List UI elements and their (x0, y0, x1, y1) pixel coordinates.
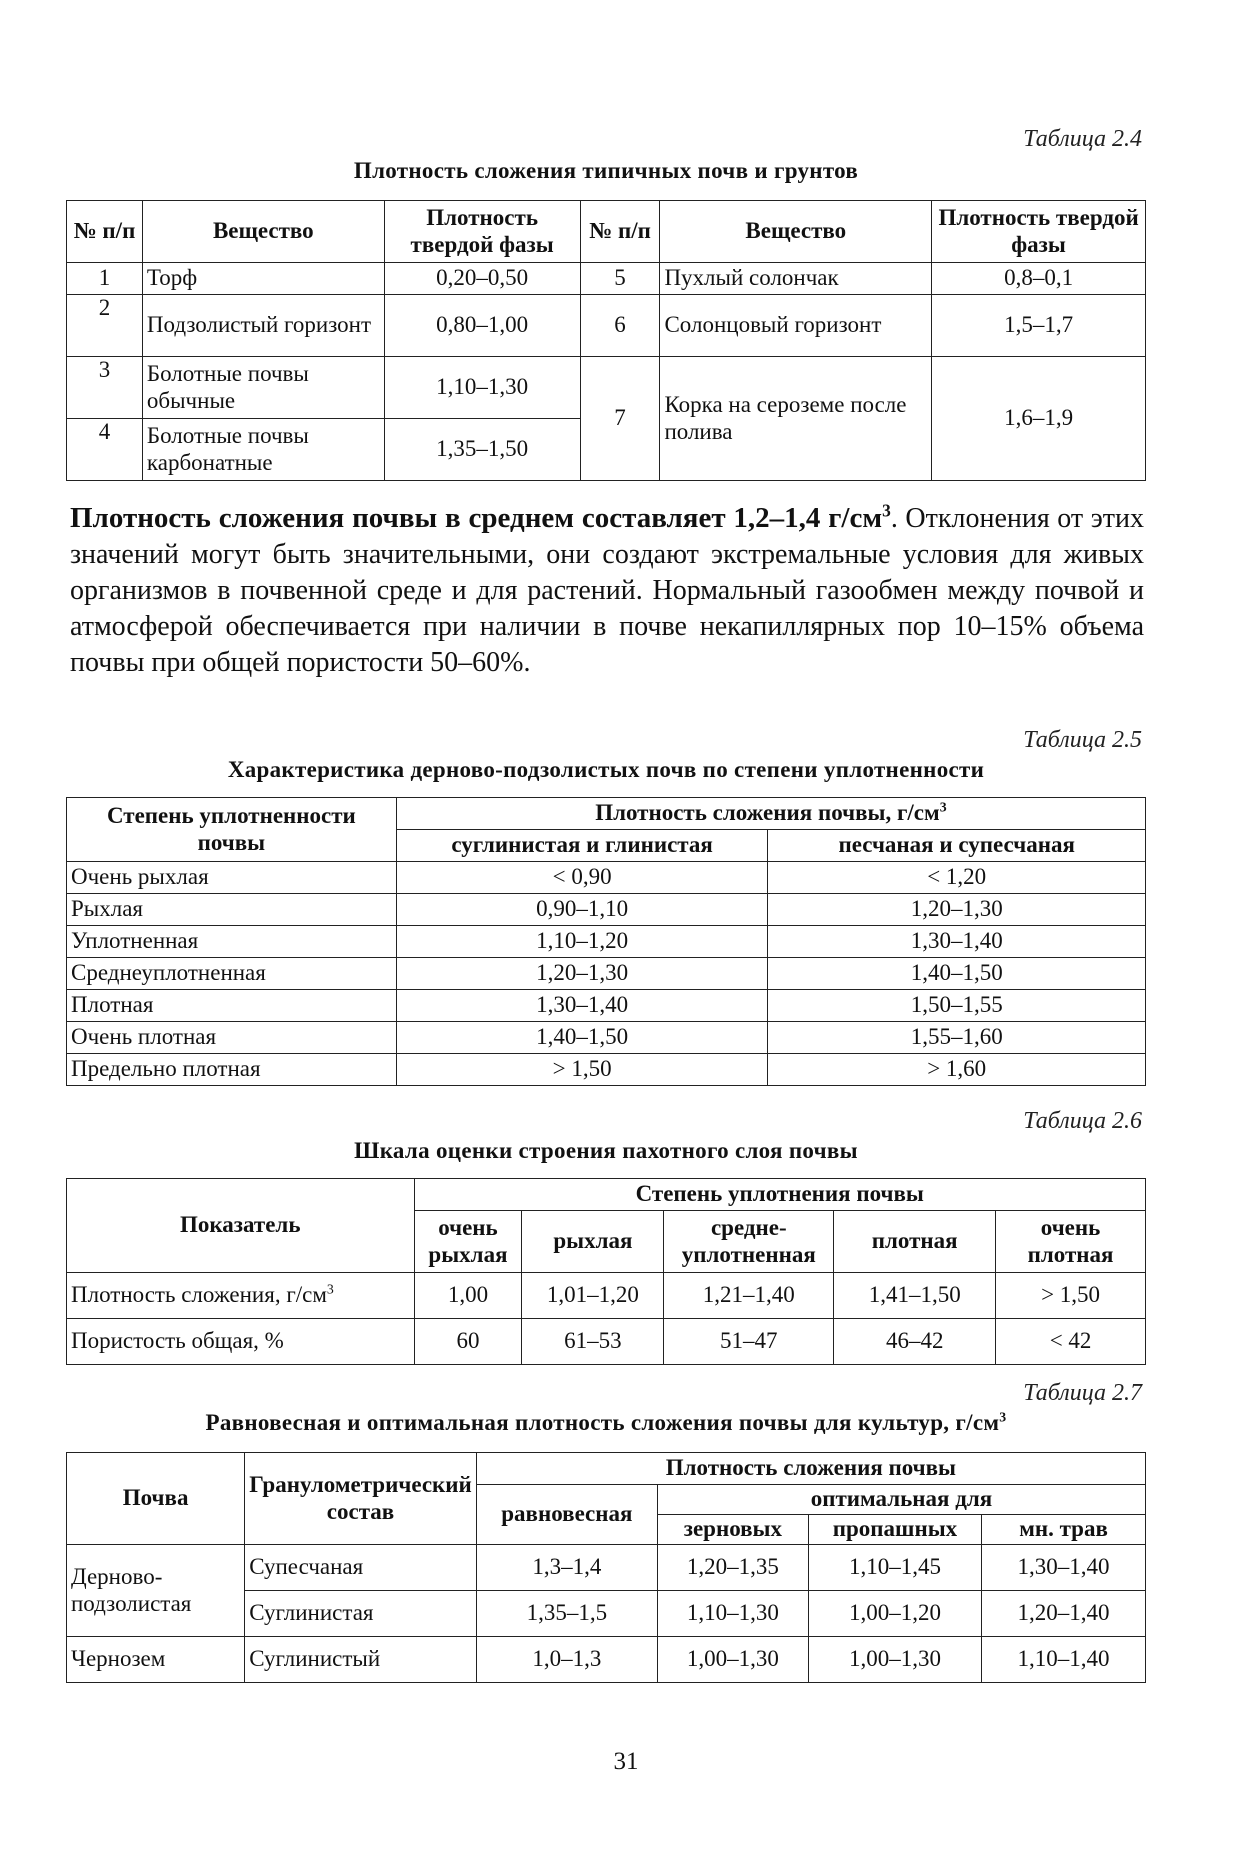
row-name: Болотные почвы карбонатные (142, 419, 384, 481)
row-sand: 1,20–1,30 (768, 894, 1146, 926)
cell: 1,30–1,40 (982, 1545, 1146, 1591)
table-row (67, 263, 1146, 295)
header-granulo: Гранулометрический состав (245, 1453, 477, 1545)
row-granulo: Суглинистый (245, 1637, 477, 1683)
cell: < 42 (996, 1319, 1146, 1365)
col-very-loose: очень рыхлая (414, 1211, 522, 1273)
col-medium: средне-уплотненная (664, 1211, 834, 1273)
row-loam: 1,30–1,40 (396, 990, 768, 1022)
row-sand: < 1,20 (768, 862, 1146, 894)
cell: 51–47 (664, 1319, 834, 1365)
table-row (67, 1054, 1146, 1086)
table-row (67, 1637, 1146, 1683)
header-density: Плотность сложения почвы (476, 1453, 1145, 1485)
row-name: Солонцовый горизонт (660, 295, 932, 357)
table-row (67, 862, 1146, 894)
row-value: 0,20–0,50 (384, 263, 580, 295)
header-soil: Почва (67, 1453, 245, 1545)
header-density: Плотность сложения почвы, $г/см^3$ (396, 798, 1145, 830)
row-name: Подзолистый горизонт (142, 295, 384, 357)
row-sand: 1,30–1,40 (768, 926, 1146, 958)
col-loose: рыхлая (522, 1211, 664, 1273)
cell: 1,10–1,40 (982, 1637, 1146, 1683)
table-2-7-label: Таблица 2.7 (1023, 1380, 1142, 1406)
row-value: 0,8–0,1 (932, 263, 1146, 295)
row-value: 1,35–1,50 (384, 419, 580, 481)
cell: 1,35–1,5 (476, 1591, 657, 1637)
table-row (67, 926, 1146, 958)
header-density: Плотность твердой фазы (932, 201, 1146, 263)
cell: 46–42 (834, 1319, 996, 1365)
table-2-4-label: Таблица 2.4 (1023, 126, 1142, 152)
cell: 1,10–1,30 (657, 1591, 808, 1637)
row-degree: Плотная (67, 990, 397, 1022)
table-2-5-title: Характеристика дерново-подзолистых почв по степени уплотненности (227, 757, 985, 782)
cell: 1,00 (414, 1273, 522, 1319)
col-dense: плотная (834, 1211, 996, 1273)
table-2-5-label: Таблица 2.5 (1023, 727, 1142, 753)
cell: > 1,50 (996, 1273, 1146, 1319)
row-soil: Чернозем (67, 1637, 245, 1683)
header-grain: зерновых (657, 1515, 808, 1545)
row-sand: 1,55–1,60 (768, 1022, 1146, 1054)
table-2-4-title: Плотность сложения типичных почв и грунтов (353, 158, 859, 183)
table-row (67, 1319, 1146, 1365)
row-num: 5 (580, 263, 660, 295)
row-loam: 1,10–1,20 (396, 926, 768, 958)
table-row (67, 1545, 1146, 1591)
row-num: 1 (67, 263, 143, 295)
row-degree: Среднеуплотненная (67, 958, 397, 990)
row-loam: < 0,90 (396, 862, 768, 894)
row-soil: Дерново-подзолистая (67, 1545, 245, 1637)
row-name: Торф (142, 263, 384, 295)
cell: 1,00–1,30 (808, 1637, 981, 1683)
header-substance: Вещество (660, 201, 932, 263)
cell: 61–53 (522, 1319, 664, 1365)
row-label: Пористость общая, % (67, 1319, 415, 1365)
header-optimal: оптимальная для (657, 1485, 1145, 1515)
header-equilibrium: равновесная (476, 1485, 657, 1545)
table-2-6 (66, 1178, 1146, 1365)
body-paragraph (70, 500, 1144, 681)
table-2-5 (66, 797, 1146, 1086)
table-row (67, 357, 1146, 419)
table-row (67, 958, 1146, 990)
row-loam: > 1,50 (396, 1054, 768, 1086)
header-row-crops: пропашных (808, 1515, 981, 1545)
table-2-6-title: Шкала оценки строения пахотного слоя почвы (354, 1138, 858, 1163)
row-loam: 1,20–1,30 (396, 958, 768, 990)
header-num: № п/п (580, 201, 660, 263)
header-num: № п/п (67, 201, 143, 263)
row-value: 1,5–1,7 (932, 295, 1146, 357)
cell: 1,10–1,45 (808, 1545, 981, 1591)
row-num: 2 (67, 295, 143, 357)
row-degree: Очень плотная (67, 1022, 397, 1054)
table-row (67, 1022, 1146, 1054)
header-degree: Степень уплотнения почвы (414, 1179, 1146, 1211)
header-density: Плотность твердой фазы (384, 201, 580, 263)
row-degree: Очень рыхлая (67, 862, 397, 894)
row-name: Болотные почвы обычные (142, 357, 384, 419)
row-sand: > 1,60 (768, 1054, 1146, 1086)
table-2-7 (66, 1452, 1146, 1683)
header-substance: Вещество (142, 201, 384, 263)
header-sand: песчаная и супесчаная (768, 830, 1146, 862)
cell: 1,41–1,50 (834, 1273, 996, 1319)
table-row (67, 1273, 1146, 1319)
row-num: 7 (580, 357, 660, 481)
paragraph-bold: Плотность сложения почвы в среднем составляет 1,2–1,4 $г/см^3$ (70, 500, 891, 534)
table-row (67, 990, 1146, 1022)
cell: 1,0–1,3 (476, 1637, 657, 1683)
row-name: Корка на сероземе после полива (660, 357, 932, 481)
row-granulo: Супесчаная (245, 1545, 477, 1591)
table-row (67, 894, 1146, 926)
row-num: 4 (67, 419, 143, 481)
paragraph-text: . Отклонения от этих значений могут быть значительными, они создают экстремальные условия для живых организмов в почвенной среде и для растений. Нормальный газообмен между почвой и атмосферой обеспечивается при наличии в почве некапиллярных пор 10–15% объема почвы при общей пористости 50–60%. (70, 503, 1145, 678)
row-num: 6 (580, 295, 660, 357)
page-number: 31 (613, 1748, 639, 1775)
cell: 1,3–1,4 (476, 1545, 657, 1591)
cell: 1,01–1,20 (522, 1273, 664, 1319)
row-value: 1,10–1,30 (384, 357, 580, 419)
cell: 1,00–1,30 (657, 1637, 808, 1683)
row-degree: Уплотненная (67, 926, 397, 958)
row-name: Пухлый солончак (660, 263, 932, 295)
row-label: Плотность сложения, $г/см^3$ (67, 1273, 415, 1319)
cell: 1,20–1,35 (657, 1545, 808, 1591)
row-loam: 1,40–1,50 (396, 1022, 768, 1054)
cell: 1,21–1,40 (664, 1273, 834, 1319)
row-degree: Рыхлая (67, 894, 397, 926)
header-degree: Степень уплотненности почвы (67, 798, 397, 862)
row-sand: 1,50–1,55 (768, 990, 1146, 1022)
table-row (67, 295, 1146, 357)
table-2-6-label: Таблица 2.6 (1023, 1108, 1142, 1134)
col-very-dense: очень плотная (996, 1211, 1146, 1273)
cell: 60 (414, 1319, 522, 1365)
row-granulo: Суглинистая (245, 1591, 477, 1637)
header-loam: суглинистая и глинистая (396, 830, 768, 862)
cell: 1,00–1,20 (808, 1591, 981, 1637)
table-2-7-title: Равновесная и оптимальная плотность сложения почвы для культур, $г/см^3$ (205, 1409, 1007, 1435)
row-sand: 1,40–1,50 (768, 958, 1146, 990)
header-grass: мн. трав (982, 1515, 1146, 1545)
row-value: 1,6–1,9 (932, 357, 1146, 481)
cell: 1,20–1,40 (982, 1591, 1146, 1637)
row-degree: Предельно плотная (67, 1054, 397, 1086)
row-num: 3 (67, 357, 143, 419)
header-indicator: Показатель (67, 1179, 415, 1273)
table-2-4 (66, 200, 1146, 481)
row-loam: 0,90–1,10 (396, 894, 768, 926)
row-value: 0,80–1,00 (384, 295, 580, 357)
